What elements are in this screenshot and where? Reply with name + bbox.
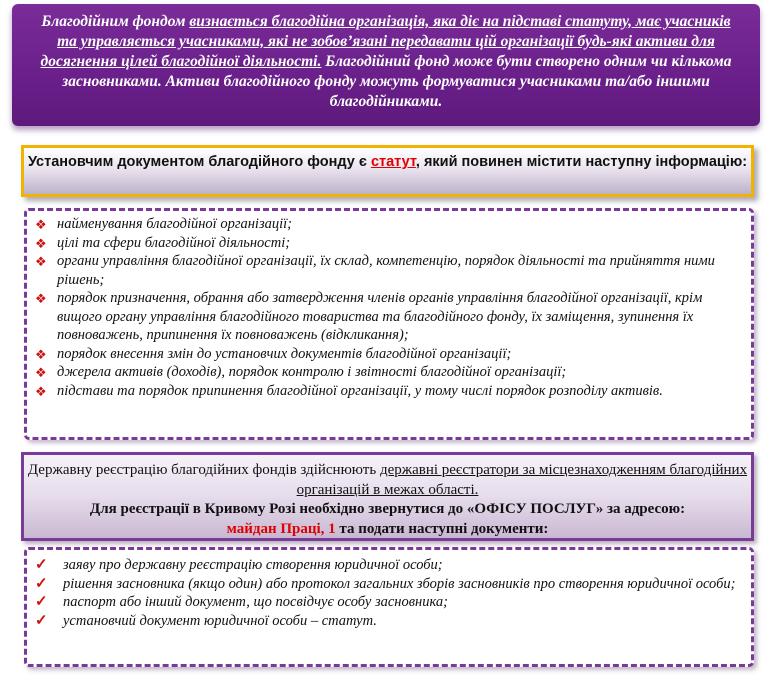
diamond-bullet-icon: ❖ <box>35 235 47 251</box>
checkmark-icon: ✓ <box>35 557 48 573</box>
registration-line-3 <box>24 520 751 540</box>
checkmark-icon: ✓ <box>35 612 48 629</box>
checkmark-icon: ✓ <box>35 594 48 610</box>
diamond-bullet-icon: ❖ <box>35 217 47 232</box>
list-item <box>33 575 743 594</box>
list-item-text: паспорт або інший документ, що посвідчує особу засновника; <box>63 594 448 610</box>
list-item-text: органи управління благодійної організації, їх склад, компетенцію, порядок діяльності та прийняття ними рішень; <box>57 253 715 288</box>
intro-text-lead: Благодійним фондом <box>41 13 190 30</box>
statute-heading-box <box>21 145 754 197</box>
registration-info-box <box>21 452 754 541</box>
intro-text-definition: визнається благодійна організація, яка діє на підставі статуту, має учасників та управляється учасниками, які не зобов’язані передавати цій організації будь-які активи для досягнення цілей благодійної діяльності. <box>40 13 731 70</box>
list-item <box>33 612 743 631</box>
list-item <box>33 345 743 364</box>
statute-heading-after: , який повинен містити наступну інформацію: <box>415 154 748 170</box>
required-documents-list <box>24 547 754 667</box>
list-item-text: джерела активів (доходів), порядок контролю і звітності благодійної організації; <box>57 364 567 380</box>
list-item <box>33 363 743 382</box>
registration-line-2: Для реєстрації в Кривому Розі необхідно звернутися до «ОФІСУ ПОСЛУГ» за адресою: <box>89 501 686 517</box>
list-item-text: порядок внесення змін до установчих документів благодійної організації; <box>57 345 512 362</box>
list-item-text: порядок призначення, обрання або затвердження членів органів управління благодійної організації, крім вищого органу управління благодійного товариства та благодійного фонду, їх заміщення, зупинення їх повноважень, припинення їх повноважень (відкликання); <box>57 290 703 343</box>
list-item <box>33 556 743 575</box>
list-item <box>33 593 743 612</box>
list-item-text: установчий документ юридичної особи – статут. <box>63 612 377 629</box>
list-item-text: найменування благодійної організації; <box>57 216 292 232</box>
list-item-text: цілі та сфери благодійної діяльності; <box>57 234 291 251</box>
office-address: майдан Праці, 1 <box>226 520 336 537</box>
diamond-bullet-icon: ❖ <box>35 291 47 306</box>
list-item <box>33 234 743 253</box>
list-item-text: підстави та порядок припинення благодійної організації, у тому числі порядок розподілу активів. <box>57 382 663 399</box>
statute-heading-before: Установчим документом благодійного фонду є <box>27 154 371 170</box>
diamond-bullet-icon: ❖ <box>35 383 47 399</box>
diamond-bullet-icon: ❖ <box>35 254 47 269</box>
list-item <box>33 382 743 401</box>
diamond-bullet-icon: ❖ <box>35 365 47 380</box>
intro-text-rest: Благодійний фонд може бути створено одним чи кількома засновниками. Активи благодійного фонду можуть формуватися учасниками та/або іншими благодійниками. <box>62 53 732 110</box>
list-item-text: заяву про державну реєстрацію створення юридичної особи; <box>63 557 443 573</box>
statute-heading-highlight: статут <box>370 154 416 170</box>
list-item <box>33 215 743 234</box>
diamond-bullet-icon: ❖ <box>35 346 47 362</box>
registration-line-1 <box>24 461 751 500</box>
list-item <box>33 252 743 289</box>
intro-banner <box>12 4 760 126</box>
registration-text: Державну реєстрацію благодійних фондів здійснюють <box>27 462 380 478</box>
checkmark-icon: ✓ <box>35 575 48 592</box>
registration-text-end: та подати наступні документи: <box>335 520 549 537</box>
list-item-text: рішення засновника (якщо один) або протокол загальних зборів засновників про створення юридичної особи; <box>63 575 736 592</box>
list-item <box>33 289 743 345</box>
registration-registrars: державні реєстратори за місцезнаходженням благодійних організацій в межах області. <box>296 462 748 498</box>
statute-requirements-list <box>24 208 754 440</box>
